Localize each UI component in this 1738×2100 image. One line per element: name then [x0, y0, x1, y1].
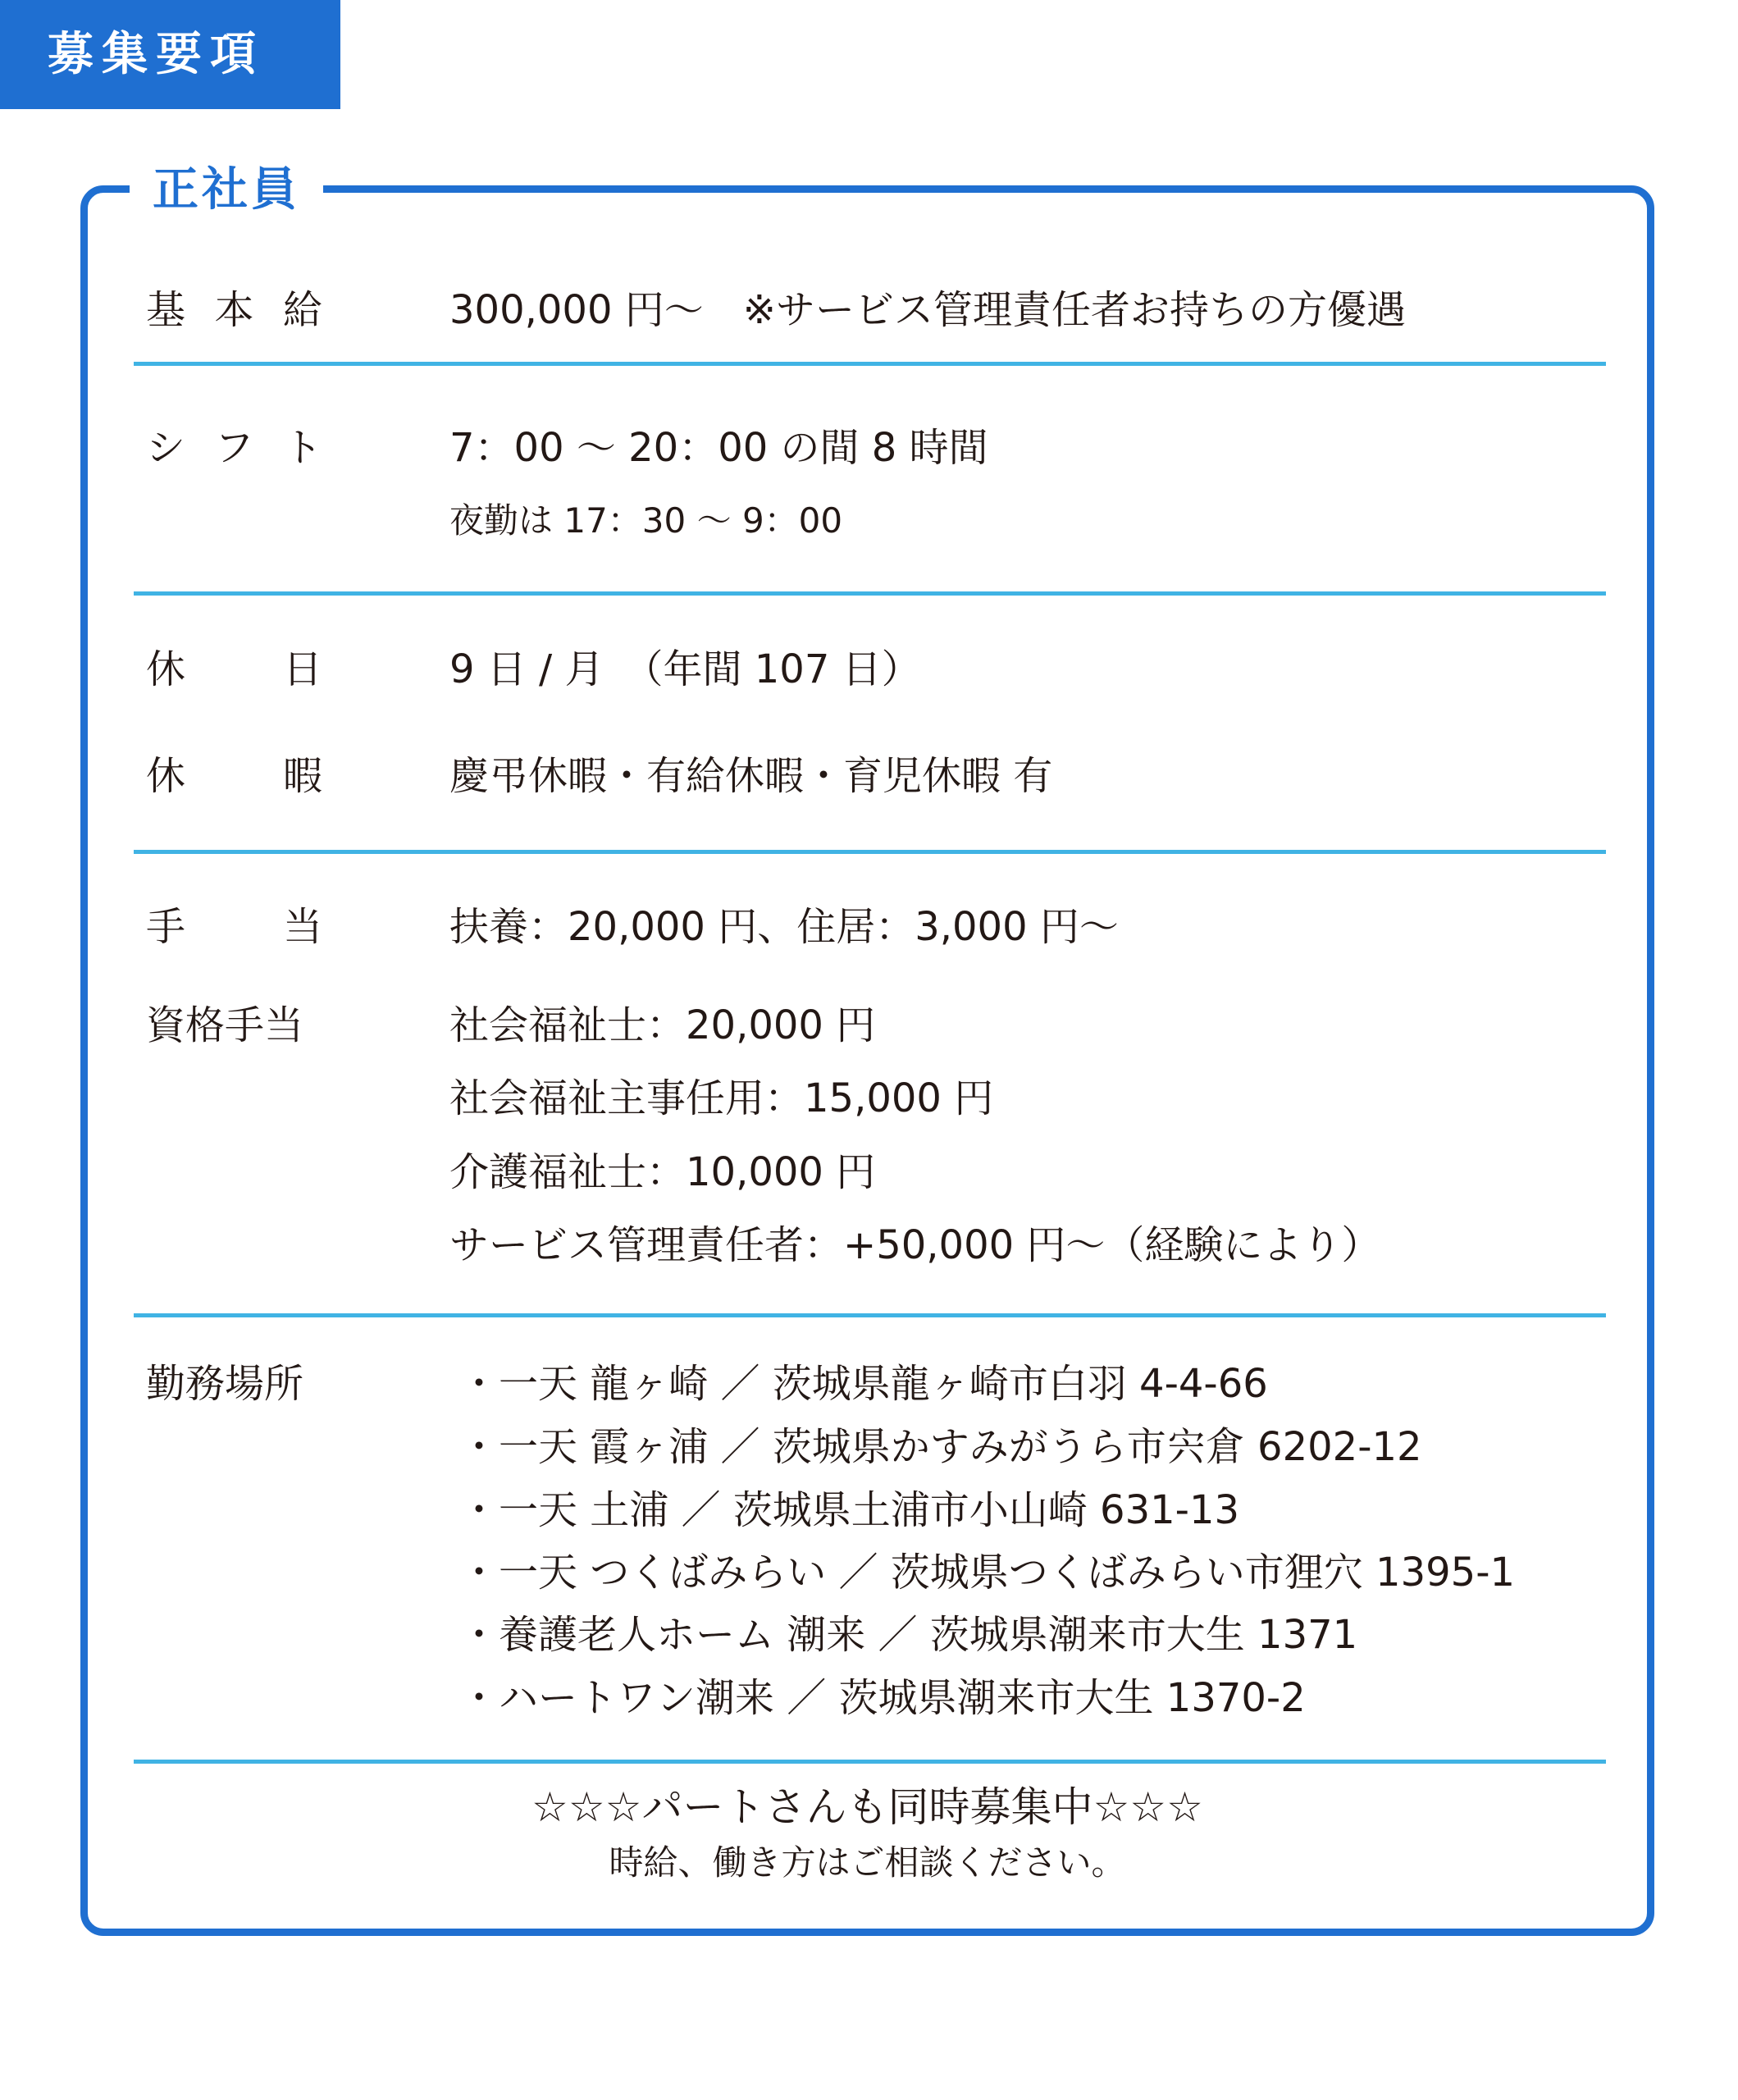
label-char: 暇 — [282, 753, 322, 799]
workplace-item: ・養護老人ホーム 潮来 ／ 茨城県潮来市大生 1371 — [459, 1612, 1358, 1658]
divider — [134, 850, 1606, 854]
shift-value: 7：00 ～ 20：00 の間 8 時間 — [449, 425, 988, 471]
label-char: 基 — [146, 287, 186, 333]
label-char: シ — [146, 425, 186, 471]
workplace-item: ・一天 龍ヶ崎 ／ 茨城県龍ヶ崎市白羽 4-4-66 — [459, 1361, 1268, 1407]
holidays-label — [146, 645, 322, 694]
divider — [134, 591, 1606, 596]
workplace-item: ・一天 霞ヶ浦 ／ 茨城県かすみがうら市宍倉 6202-12 — [459, 1424, 1422, 1470]
qualification-item: 介護福祉士：10,000 円 — [449, 1149, 876, 1195]
qualification-item: 社会福祉主事任用：15,000 円 — [449, 1075, 994, 1121]
header-banner: 募集要項 — [0, 0, 340, 109]
label-char: 休 — [146, 753, 186, 799]
divider — [134, 1760, 1606, 1764]
holidays-value: 9 日 / 月 （年間 107 日） — [449, 646, 921, 692]
qualification-item: 社会福祉士：20,000 円 — [449, 1002, 876, 1048]
base-salary-value: 300,000 円～ ※サービス管理責任者お持ちの方優遇 — [449, 287, 1406, 333]
part-time-note: 時給、働き方はご相談ください。 — [609, 1842, 1126, 1883]
section-title: 正社員 — [130, 158, 323, 223]
workplace-item: ・一天 土浦 ／ 茨城県土浦市小山崎 631-13 — [459, 1487, 1240, 1533]
label-char: 当 — [282, 904, 322, 950]
label-char: フ — [214, 425, 254, 471]
qualification-label: 資格手当 — [146, 1002, 304, 1048]
shift-label — [146, 423, 322, 472]
divider — [134, 1313, 1606, 1317]
allowance-label — [146, 902, 322, 952]
qualification-item: サービス管理責任者：+50,000 円～（経験により） — [449, 1222, 1381, 1268]
label-char: 本 — [214, 287, 254, 333]
divider — [134, 362, 1606, 366]
label-char: 手 — [146, 904, 186, 950]
part-time-headline: ☆☆☆パートさんも同時募集中☆☆☆ — [531, 1783, 1203, 1831]
allowance-value: 扶養：20,000 円、住居：3,000 円～ — [449, 904, 1119, 950]
leave-label — [146, 751, 322, 801]
label-char: ト — [282, 425, 322, 471]
base-salary-label — [146, 285, 322, 335]
workplace-item: ・一天 つくばみらい ／ 茨城県つくばみらい市狸穴 1395-1 — [459, 1550, 1516, 1596]
leave-value: 慶弔休暇・有給休暇・育児休暇 有 — [449, 753, 1053, 799]
label-char: 日 — [282, 646, 322, 692]
workplace-item: ・ハートワン潮来 ／ 茨城県潮来市大生 1370-2 — [459, 1675, 1306, 1721]
night-shift-note: 夜勤は 17：30 ～ 9：00 — [449, 500, 843, 541]
label-char: 休 — [146, 646, 186, 692]
label-char: 給 — [282, 287, 322, 333]
workplace-label: 勤務場所 — [146, 1361, 304, 1407]
